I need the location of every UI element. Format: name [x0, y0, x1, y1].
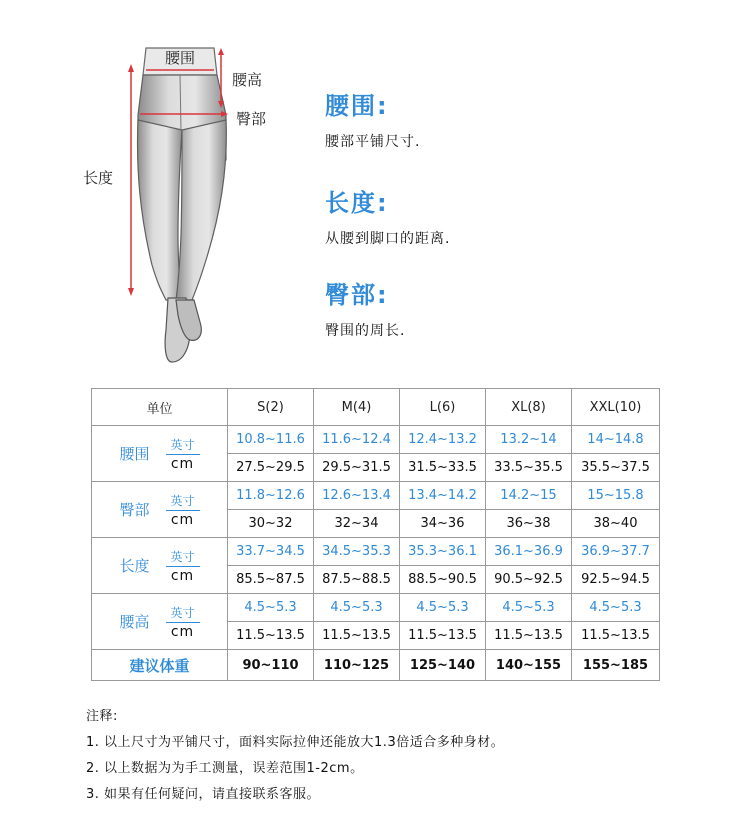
cm-value: 11.5~13.5: [400, 622, 486, 650]
label-rise: 腰高: [232, 71, 263, 89]
unit-inch: 英寸: [170, 549, 195, 564]
cm-value: 32~34: [314, 510, 400, 538]
weight-value: 125~140: [400, 650, 486, 681]
row-label-cell: [92, 426, 228, 482]
cm-value: 90.5~92.5: [486, 566, 572, 594]
table-row: [92, 538, 660, 566]
inch-value: 13.2~14: [486, 426, 572, 454]
cm-value: 38~40: [572, 510, 660, 538]
row-label-cell: [92, 538, 228, 594]
notes-section: [86, 705, 504, 809]
unit-cm: cm: [170, 511, 195, 528]
size-header: L(6): [400, 389, 486, 426]
cm-value: 88.5~90.5: [400, 566, 486, 594]
label-length: 长度: [83, 169, 114, 187]
definition-title: 长度:: [325, 189, 389, 217]
weight-value: 90~110: [228, 650, 314, 681]
leggings-drawing: [0, 0, 310, 380]
inch-value: 13.4~14.2: [400, 482, 486, 510]
table-row: [92, 426, 660, 454]
inch-value: 4.5~5.3: [572, 594, 660, 622]
inch-value: 36.1~36.9: [486, 538, 572, 566]
inch-value: 11.8~12.6: [228, 482, 314, 510]
cm-value: 11.5~13.5: [314, 622, 400, 650]
table-row: [92, 482, 660, 510]
cm-value: 11.5~13.5: [572, 622, 660, 650]
unit-header: 单位: [92, 389, 228, 426]
size-header: S(2): [228, 389, 314, 426]
inch-value: 15~15.8: [572, 482, 660, 510]
unit-inch: 英寸: [170, 493, 195, 508]
size-header: XL(8): [486, 389, 572, 426]
definition-title: 臀部:: [325, 281, 389, 309]
inch-value: 36.9~37.7: [572, 538, 660, 566]
inch-value: 4.5~5.3: [400, 594, 486, 622]
cm-value: 27.5~29.5: [228, 454, 314, 482]
definition-text: 腰部平铺尺寸.: [325, 134, 421, 150]
leggings-illustration: [0, 0, 310, 380]
cm-value: 87.5~88.5: [314, 566, 400, 594]
weight-value: 155~185: [572, 650, 660, 681]
row-label-cell: [92, 594, 228, 650]
cm-value: 31.5~33.5: [400, 454, 486, 482]
inch-value: 33.7~34.5: [228, 538, 314, 566]
inch-value: 4.5~5.3: [228, 594, 314, 622]
cm-value: 35.5~37.5: [572, 454, 660, 482]
cm-value: 36~38: [486, 510, 572, 538]
weight-value: 140~155: [486, 650, 572, 681]
unit-inch: 英寸: [170, 437, 195, 452]
unit-cm: cm: [170, 623, 195, 640]
weight-label: 建议体重: [92, 650, 228, 681]
unit-divider: [166, 510, 200, 511]
cm-value: 11.5~13.5: [486, 622, 572, 650]
inch-value: 4.5~5.3: [486, 594, 572, 622]
definition-waist: [325, 86, 420, 151]
unit-divider: [166, 622, 200, 623]
inch-value: 11.6~12.4: [314, 426, 400, 454]
definition-hip: [325, 275, 405, 340]
weight-value: 110~125: [314, 650, 400, 681]
size-header: XXL(10): [572, 389, 660, 426]
inch-value: 14.2~15: [486, 482, 572, 510]
note-item: 3. 如果有任何疑问，请直接联系客服。: [86, 787, 321, 802]
row-name: 臀部: [119, 501, 150, 519]
cm-value: 85.5~87.5: [228, 566, 314, 594]
definition-length: [325, 183, 450, 248]
weight-row: [92, 650, 660, 681]
definition-text: 从腰到脚口的距离.: [325, 231, 451, 247]
inch-value: 4.5~5.3: [314, 594, 400, 622]
row-label-cell: [92, 482, 228, 538]
label-waist: 腰围: [165, 49, 196, 67]
unit-divider: [166, 454, 200, 455]
row-name: 长度: [119, 557, 150, 575]
cm-value: 92.5~94.5: [572, 566, 660, 594]
row-name: 腰高: [119, 613, 150, 631]
note-item: 2. 以上数据为为手工测量，误差范围1-2cm。: [86, 761, 364, 776]
note-item: 1. 以上尺寸为平铺尺寸，面料实际拉伸还能放大1.3倍适合多种身材。: [86, 735, 505, 750]
inch-value: 12.4~13.2: [400, 426, 486, 454]
cm-value: 34~36: [400, 510, 486, 538]
label-hip: 臀部: [236, 110, 267, 128]
size-chart-table: [91, 388, 660, 681]
inch-value: 14~14.8: [572, 426, 660, 454]
inch-value: 35.3~36.1: [400, 538, 486, 566]
unit-cm: cm: [170, 567, 195, 584]
size-header: M(4): [314, 389, 400, 426]
table-row: [92, 594, 660, 622]
cm-value: 33.5~35.5: [486, 454, 572, 482]
row-name: 腰围: [119, 445, 150, 463]
cm-value: 30~32: [228, 510, 314, 538]
unit-inch: 英寸: [170, 605, 195, 620]
cm-value: 29.5~31.5: [314, 454, 400, 482]
notes-heading: 注释:: [86, 709, 118, 724]
inch-value: 34.5~35.3: [314, 538, 400, 566]
inch-value: 10.8~11.6: [228, 426, 314, 454]
unit-divider: [166, 566, 200, 567]
unit-cm: cm: [170, 455, 195, 472]
table-header-row: [92, 389, 660, 426]
definition-title: 腰围:: [325, 92, 389, 120]
definition-text: 臀围的周长.: [325, 323, 406, 339]
inch-value: 12.6~13.4: [314, 482, 400, 510]
cm-value: 11.5~13.5: [228, 622, 314, 650]
